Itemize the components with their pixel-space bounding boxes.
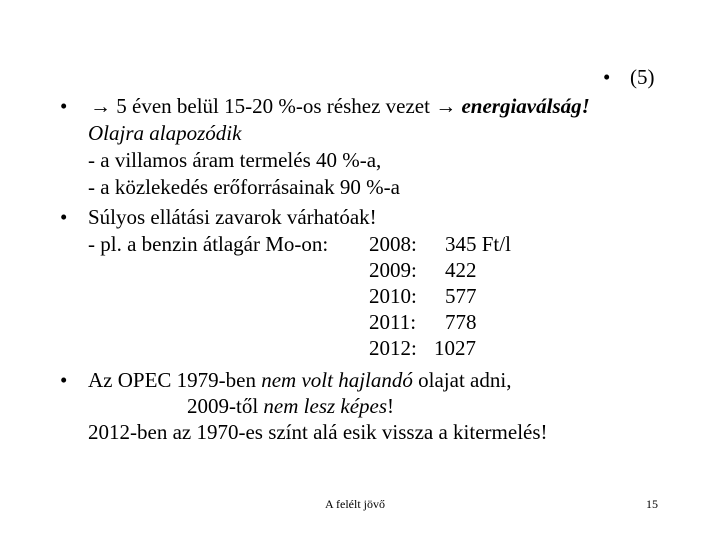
footer-title: A felélt jövő: [325, 497, 385, 511]
price-value: 577: [445, 284, 477, 308]
price-row: [369, 335, 476, 361]
price-row: [369, 231, 511, 257]
price-value: 345 Ft/l: [445, 232, 511, 256]
bullet-2-line-1: Súlyos ellátási zavarok várhatóak!: [88, 205, 377, 229]
top-right-number: (5): [630, 65, 655, 89]
bullet-1-line-4: - a közlekedés erőforrásainak 90 %-a: [88, 175, 400, 199]
bullet-1-line-3: - a villamos áram termelés 40 %-a,: [88, 148, 382, 172]
price-year: 2010:: [369, 284, 417, 308]
bullet-2-line-2: [88, 231, 328, 257]
bullet-3-line-3: 2012-ben az 1970-es színt alá esik vissza a kitermelés!: [88, 420, 548, 444]
price-year: 2008:: [369, 232, 417, 256]
page-number: 15: [646, 497, 658, 511]
right-arrow-icon: →: [90, 94, 111, 118]
price-value: 778: [445, 310, 477, 334]
price-row: [369, 283, 477, 309]
price-year: 2009:: [369, 258, 417, 282]
opec-text-c: olajat adni,: [412, 368, 512, 392]
bullet-3: •: [60, 368, 68, 392]
bullet-1: •: [60, 94, 68, 118]
bullet-2: •: [60, 205, 68, 229]
bullet-3-line-2: [187, 393, 394, 419]
price-row: [369, 309, 477, 335]
opec-text-b: nem volt hajlandó: [261, 368, 413, 392]
bullet-1-line-2: Olajra alapozódik: [88, 121, 242, 145]
opec-text-a: Az OPEC 1979-ben: [88, 368, 262, 392]
opec-2009-b: nem lesz képes: [263, 394, 388, 418]
price-value: 1027: [434, 336, 476, 360]
opec-2009-a: 2009-től: [187, 394, 264, 418]
bullet-3-line-1: [88, 367, 511, 393]
gas-price-prefix: - pl. a benzin átlagár Mo-on:: [88, 232, 329, 256]
bullet-top-right: •: [603, 65, 611, 89]
price-year: 2012:: [369, 336, 417, 360]
bullet-1-text-a: 5 éven belül 15-20 %-os réshez vezet: [111, 94, 436, 118]
price-row: [369, 257, 477, 283]
opec-2009-c: !: [387, 394, 395, 418]
price-year: 2011:: [369, 310, 417, 334]
right-arrow-icon: →: [435, 94, 457, 118]
bullet-1-line-1: [90, 93, 590, 119]
price-value: 422: [445, 258, 477, 282]
energy-crisis-text: energiaválság!: [456, 94, 590, 118]
